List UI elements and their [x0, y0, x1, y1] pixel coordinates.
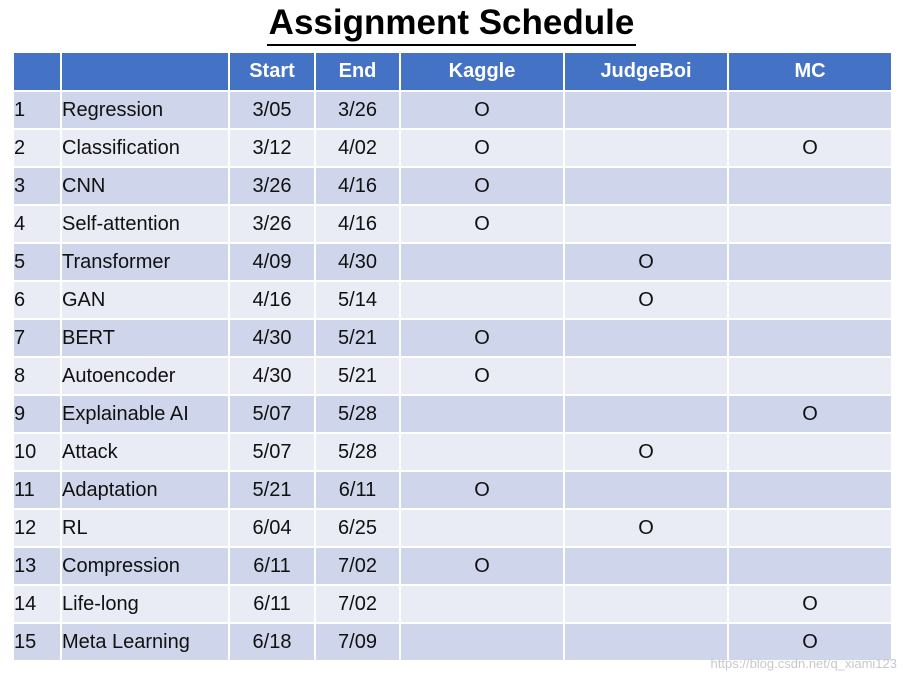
row-number: 7 [14, 320, 60, 358]
row-number: 8 [14, 358, 60, 396]
row-judgeboi [565, 358, 727, 396]
schedule-table [12, 53, 893, 662]
row-assignment: Classification [62, 130, 228, 168]
row-mc [729, 548, 891, 586]
row-mc [729, 206, 891, 244]
row-kaggle: O [401, 320, 563, 358]
row-mc [729, 472, 891, 510]
row-start: 5/21 [230, 472, 314, 510]
row-mc [729, 434, 891, 472]
row-number: 6 [14, 282, 60, 320]
row-judgeboi: O [565, 510, 727, 548]
row-assignment: CNN [62, 168, 228, 206]
row-end: 5/28 [316, 396, 399, 434]
row-start: 4/30 [230, 320, 314, 358]
table-row [14, 206, 891, 244]
row-kaggle [401, 624, 563, 662]
row-kaggle [401, 510, 563, 548]
row-judgeboi: O [565, 244, 727, 282]
row-judgeboi [565, 320, 727, 358]
table-row [14, 586, 891, 624]
row-number: 3 [14, 168, 60, 206]
watermark: https://blog.csdn.net/q_xiami123 [710, 656, 897, 671]
row-kaggle: O [401, 548, 563, 586]
row-assignment: Life-long [62, 586, 228, 624]
row-start: 3/26 [230, 168, 314, 206]
header-row [14, 53, 891, 92]
row-end: 7/02 [316, 548, 399, 586]
header-kaggle: Kaggle [401, 53, 563, 92]
row-number: 15 [14, 624, 60, 662]
row-number: 13 [14, 548, 60, 586]
row-number: 14 [14, 586, 60, 624]
header-judgeboi: JudgeBoi [565, 53, 727, 92]
row-kaggle: O [401, 206, 563, 244]
table-row [14, 510, 891, 548]
row-mc [729, 244, 891, 282]
row-start: 3/12 [230, 130, 314, 168]
row-kaggle [401, 396, 563, 434]
table-row [14, 282, 891, 320]
row-number: 11 [14, 472, 60, 510]
row-assignment: Self-attention [62, 206, 228, 244]
row-start: 6/11 [230, 548, 314, 586]
row-end: 3/26 [316, 92, 399, 130]
table-row [14, 358, 891, 396]
row-start: 6/04 [230, 510, 314, 548]
row-mc: O [729, 624, 891, 662]
row-assignment: GAN [62, 282, 228, 320]
table-row [14, 320, 891, 358]
row-assignment: Meta Learning [62, 624, 228, 662]
row-kaggle [401, 244, 563, 282]
row-kaggle [401, 586, 563, 624]
row-end: 6/25 [316, 510, 399, 548]
table-row [14, 244, 891, 282]
row-number: 10 [14, 434, 60, 472]
row-kaggle [401, 434, 563, 472]
row-mc [729, 168, 891, 206]
table-row [14, 396, 891, 434]
row-kaggle: O [401, 130, 563, 168]
page-title [0, 0, 903, 46]
row-mc [729, 510, 891, 548]
row-assignment: BERT [62, 320, 228, 358]
row-number: 5 [14, 244, 60, 282]
row-judgeboi [565, 586, 727, 624]
row-judgeboi: O [565, 282, 727, 320]
row-start: 5/07 [230, 434, 314, 472]
row-kaggle: O [401, 92, 563, 130]
row-start: 4/16 [230, 282, 314, 320]
row-number: 4 [14, 206, 60, 244]
row-end: 4/16 [316, 206, 399, 244]
row-end: 7/09 [316, 624, 399, 662]
row-mc: O [729, 396, 891, 434]
table-row [14, 130, 891, 168]
table-row [14, 548, 891, 586]
row-assignment: Regression [62, 92, 228, 130]
table-row [14, 434, 891, 472]
row-mc [729, 282, 891, 320]
row-end: 5/14 [316, 282, 399, 320]
row-judgeboi: O [565, 434, 727, 472]
row-mc [729, 92, 891, 130]
row-start: 3/05 [230, 92, 314, 130]
row-start: 4/30 [230, 358, 314, 396]
header-assignment [62, 53, 228, 92]
row-judgeboi [565, 130, 727, 168]
row-assignment: Adaptation [62, 472, 228, 510]
row-number: 1 [14, 92, 60, 130]
table-row [14, 92, 891, 130]
row-end: 4/02 [316, 130, 399, 168]
row-end: 4/16 [316, 168, 399, 206]
row-kaggle: O [401, 358, 563, 396]
header-start: Start [230, 53, 314, 92]
row-mc: O [729, 130, 891, 168]
header-end: End [316, 53, 399, 92]
page-title-text: Assignment Schedule [267, 2, 637, 46]
row-start: 6/18 [230, 624, 314, 662]
row-assignment: Explainable AI [62, 396, 228, 434]
table-row [14, 472, 891, 510]
row-start: 3/26 [230, 206, 314, 244]
row-kaggle [401, 282, 563, 320]
row-judgeboi [565, 92, 727, 130]
row-end: 7/02 [316, 586, 399, 624]
row-end: 5/21 [316, 320, 399, 358]
row-start: 5/07 [230, 396, 314, 434]
row-end: 4/30 [316, 244, 399, 282]
row-end: 5/21 [316, 358, 399, 396]
row-judgeboi [565, 396, 727, 434]
row-end: 5/28 [316, 434, 399, 472]
row-judgeboi [565, 548, 727, 586]
row-judgeboi [565, 206, 727, 244]
row-mc [729, 358, 891, 396]
row-end: 6/11 [316, 472, 399, 510]
row-judgeboi [565, 168, 727, 206]
row-judgeboi [565, 472, 727, 510]
header-mc: MC [729, 53, 891, 92]
table-row [14, 168, 891, 206]
row-number: 12 [14, 510, 60, 548]
row-assignment: Attack [62, 434, 228, 472]
row-judgeboi [565, 624, 727, 662]
row-assignment: Transformer [62, 244, 228, 282]
row-start: 4/09 [230, 244, 314, 282]
row-kaggle: O [401, 472, 563, 510]
row-assignment: RL [62, 510, 228, 548]
row-start: 6/11 [230, 586, 314, 624]
row-mc: O [729, 586, 891, 624]
row-assignment: Compression [62, 548, 228, 586]
row-number: 2 [14, 130, 60, 168]
row-number: 9 [14, 396, 60, 434]
row-kaggle: O [401, 168, 563, 206]
row-mc [729, 320, 891, 358]
row-assignment: Autoencoder [62, 358, 228, 396]
header-number [14, 53, 60, 92]
